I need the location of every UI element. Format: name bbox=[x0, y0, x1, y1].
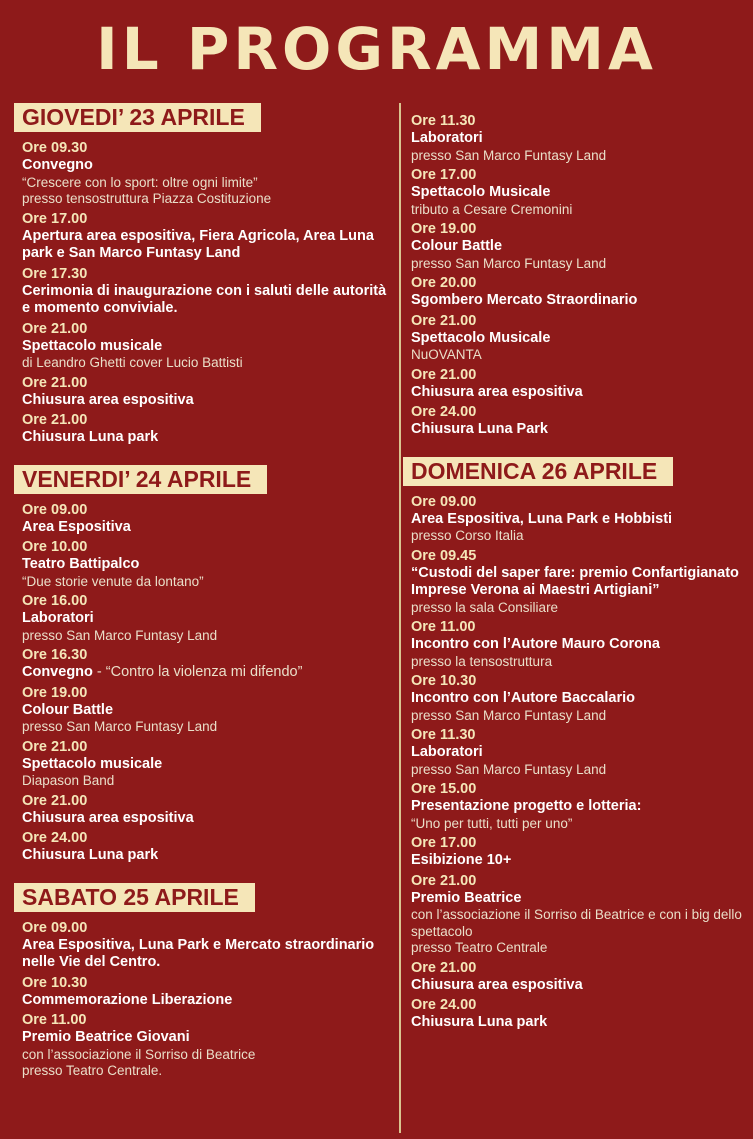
day-block-saturday-continued bbox=[403, 113, 748, 439]
event-item bbox=[22, 321, 392, 372]
event-item bbox=[22, 920, 392, 972]
event-title: Colour Battle bbox=[411, 238, 503, 254]
event-detail: con l’associazione il Sorriso di Beatrice e con i big dello spettacolo bbox=[411, 907, 742, 939]
event-item bbox=[22, 685, 392, 736]
event-time: Ore 09.45 bbox=[411, 547, 477, 564]
event-title: Premio Beatrice Giovani bbox=[22, 1029, 190, 1045]
event-title-line bbox=[22, 810, 392, 828]
event-title: Convegno bbox=[22, 664, 93, 680]
event-time: Ore 15.00 bbox=[411, 781, 477, 797]
event-title: Laboratori bbox=[411, 130, 483, 146]
event-title-line bbox=[22, 556, 392, 574]
event-detail: con l’associazione il Sorriso di Beatrice bbox=[22, 1046, 256, 1062]
event-detail: presso San Marco Funtasy Land bbox=[22, 627, 218, 643]
event-title: Spettacolo musicale bbox=[22, 755, 163, 772]
event-title-line bbox=[22, 519, 392, 537]
event-item bbox=[22, 140, 392, 208]
event-title: Chiusura area espositiva bbox=[411, 383, 583, 400]
event-time: Ore 21.00 bbox=[22, 412, 88, 428]
event-title: Chiusura Luna park bbox=[22, 847, 159, 863]
day-block-saturday bbox=[14, 883, 392, 1080]
page-title: IL PROGRAMMA bbox=[96, 15, 657, 83]
event-title: Area Espositiva, Luna Park e Mercato straordinario nelle Vie del Centro. bbox=[22, 936, 375, 970]
event-title-line bbox=[411, 384, 748, 402]
event-detail: tributo a Cesare Cremonini bbox=[411, 201, 573, 217]
event-time: Ore 09.30 bbox=[22, 140, 88, 156]
event-item bbox=[411, 313, 748, 364]
event-time: Ore 21.00 bbox=[22, 320, 88, 337]
event-title: Esibizione 10+ bbox=[411, 852, 512, 868]
event-title: Incontro con l’Autore Mauro Corona bbox=[411, 636, 660, 652]
event-item bbox=[411, 619, 748, 670]
event-title: Chiusura Luna Park bbox=[411, 421, 548, 437]
event-detail: presso San Marco Funtasy Land bbox=[22, 719, 218, 734]
event-time: Ore 10.00 bbox=[22, 539, 88, 555]
event-time: Ore 16.00 bbox=[22, 593, 88, 609]
event-item bbox=[22, 830, 392, 865]
event-title: Premio Beatrice bbox=[411, 889, 522, 906]
event-time: Ore 24.00 bbox=[411, 404, 477, 420]
event-title: Cerimonia di inaugurazione con i saluti delle autorità e momento conviviale. bbox=[22, 282, 387, 316]
event-title-line bbox=[411, 184, 748, 202]
right-column bbox=[403, 113, 748, 1050]
event-title: Teatro Battipalco bbox=[22, 556, 140, 572]
event-title: Laboratori bbox=[411, 744, 483, 760]
event-detail: presso San Marco Funtasy Land bbox=[411, 147, 607, 163]
event-list bbox=[14, 920, 392, 1080]
event-detail: “Due storie venute da lontano” bbox=[22, 573, 204, 589]
event-item bbox=[411, 494, 748, 545]
event-item bbox=[22, 375, 392, 410]
event-time: Ore 19.00 bbox=[22, 684, 88, 701]
event-time: Ore 11.30 bbox=[411, 113, 476, 129]
event-item bbox=[22, 1012, 392, 1080]
day-header: GIOVEDI’ 23 APRILE bbox=[14, 103, 261, 132]
event-item bbox=[411, 960, 748, 995]
event-item bbox=[22, 793, 392, 828]
event-title-line bbox=[411, 292, 748, 310]
event-title: Chiusura Luna park bbox=[411, 1014, 548, 1030]
event-item bbox=[411, 835, 748, 870]
day-block-thursday bbox=[14, 103, 392, 447]
event-item bbox=[411, 727, 748, 778]
event-title-line bbox=[411, 690, 748, 708]
event-time: Ore 11.30 bbox=[411, 727, 476, 743]
day-block-friday bbox=[14, 465, 392, 865]
event-title: “Custodi del saper fare: premio Confartigianato Imprese Verona ai Maestri Artigiani” bbox=[411, 564, 739, 598]
event-time: Ore 11.00 bbox=[411, 619, 476, 635]
event-title: Sgombero Mercato Straordinario bbox=[411, 292, 638, 308]
event-time: Ore 09.00 bbox=[22, 919, 88, 936]
event-title-line bbox=[411, 238, 748, 256]
event-item bbox=[22, 647, 392, 682]
event-title: Presentazione progetto e lotteria: bbox=[411, 798, 642, 814]
event-detail: “Uno per tutti, tutti per uno” bbox=[411, 815, 573, 831]
event-title-line bbox=[411, 1014, 748, 1032]
event-title-line bbox=[411, 890, 748, 908]
event-item bbox=[411, 673, 748, 724]
event-title-line bbox=[411, 744, 748, 762]
event-detail: NuOVANTA bbox=[411, 347, 482, 362]
event-title-line bbox=[22, 847, 392, 865]
event-time: Ore 10.30 bbox=[411, 673, 477, 689]
event-title-line bbox=[22, 283, 392, 318]
event-item bbox=[411, 873, 748, 957]
event-time: Ore 17.00 bbox=[22, 210, 88, 227]
event-detail: presso San Marco Funtasy Land bbox=[411, 761, 607, 777]
event-title: Chiusura area espositiva bbox=[22, 809, 194, 826]
event-title: Laboratori bbox=[22, 610, 94, 626]
day-header: VENERDI’ 24 APRILE bbox=[14, 465, 267, 494]
event-detail: presso la tensostruttura bbox=[411, 653, 553, 669]
event-detail: presso la sala Consiliare bbox=[411, 599, 559, 615]
event-title: Chiusura Luna park bbox=[22, 429, 159, 445]
event-detail: presso tensostruttura Piazza Costituzione bbox=[22, 191, 272, 206]
event-title-line bbox=[22, 228, 392, 263]
event-title-line bbox=[22, 664, 392, 682]
event-list bbox=[403, 494, 748, 1032]
event-detail: Diapason Band bbox=[22, 773, 115, 788]
event-item bbox=[411, 548, 748, 617]
event-item bbox=[22, 412, 392, 447]
event-title-line bbox=[22, 392, 392, 410]
event-title: Chiusura area espositiva bbox=[411, 976, 583, 993]
day-block-sunday bbox=[403, 457, 748, 1032]
event-title: Spettacolo Musicale bbox=[411, 329, 551, 346]
event-detail: di Leandro Ghetti cover Lucio Battisti bbox=[22, 355, 243, 370]
event-title-line bbox=[411, 565, 748, 600]
event-title: Spettacolo Musicale bbox=[411, 184, 551, 200]
event-title-line bbox=[22, 992, 392, 1010]
event-detail: presso San Marco Funtasy Land bbox=[411, 255, 607, 271]
event-title-line bbox=[22, 756, 392, 774]
event-title: Colour Battle bbox=[22, 701, 114, 718]
event-item bbox=[411, 367, 748, 402]
event-title-line bbox=[22, 702, 392, 720]
event-title: Incontro con l’Autore Baccalario bbox=[411, 690, 635, 706]
event-title-line bbox=[411, 421, 748, 439]
event-time: Ore 21.00 bbox=[411, 872, 477, 889]
event-title-line bbox=[411, 798, 748, 816]
event-item bbox=[411, 113, 748, 164]
event-time: Ore 09.00 bbox=[22, 501, 88, 518]
event-title: Area Espositiva, Luna Park e Hobbisti bbox=[411, 510, 673, 527]
event-time: Ore 11.00 bbox=[22, 1012, 87, 1028]
event-title-line bbox=[22, 157, 392, 175]
event-title-line bbox=[411, 330, 748, 348]
event-list bbox=[14, 140, 392, 447]
event-detail: presso Teatro Centrale. bbox=[22, 1063, 163, 1078]
event-title: Spettacolo musicale bbox=[22, 337, 163, 354]
event-detail: presso Corso Italia bbox=[411, 528, 524, 543]
event-time: Ore 21.00 bbox=[22, 374, 88, 391]
event-time: Ore 21.00 bbox=[411, 312, 477, 329]
event-time: Ore 17.00 bbox=[411, 835, 477, 851]
event-list bbox=[14, 502, 392, 865]
event-list bbox=[403, 113, 748, 439]
event-item bbox=[411, 404, 748, 439]
event-title-line bbox=[411, 977, 748, 995]
event-title: Commemorazione Liberazione bbox=[22, 991, 233, 1008]
event-time: Ore 21.00 bbox=[22, 738, 88, 755]
event-time: Ore 21.00 bbox=[22, 792, 88, 809]
event-item bbox=[22, 266, 392, 318]
event-title-line bbox=[411, 130, 748, 148]
event-item bbox=[22, 539, 392, 590]
event-title-line bbox=[22, 338, 392, 356]
event-time: Ore 10.30 bbox=[22, 974, 88, 991]
event-time: Ore 21.00 bbox=[411, 959, 477, 976]
event-title-line bbox=[411, 511, 748, 529]
event-item bbox=[22, 975, 392, 1010]
event-item bbox=[411, 781, 748, 832]
event-title-line bbox=[411, 852, 748, 870]
event-item bbox=[411, 167, 748, 218]
event-item bbox=[411, 221, 748, 272]
event-time: Ore 24.00 bbox=[22, 830, 88, 846]
event-time: Ore 21.00 bbox=[411, 366, 477, 383]
event-title-line bbox=[22, 1029, 392, 1047]
event-title-line bbox=[22, 937, 392, 972]
event-item bbox=[22, 502, 392, 537]
event-item bbox=[22, 211, 392, 263]
event-detail: presso Teatro Centrale bbox=[411, 940, 548, 955]
event-time: Ore 19.00 bbox=[411, 221, 477, 237]
event-detail: “Crescere con lo sport: oltre ogni limite” bbox=[22, 174, 258, 190]
left-column bbox=[14, 103, 392, 1098]
event-title-line bbox=[411, 636, 748, 654]
event-time: Ore 24.00 bbox=[411, 997, 477, 1013]
day-header: SABATO 25 APRILE bbox=[14, 883, 255, 912]
event-item bbox=[411, 275, 748, 310]
event-time: Ore 17.30 bbox=[22, 265, 88, 282]
event-item bbox=[22, 593, 392, 644]
event-title: Convegno bbox=[22, 157, 93, 173]
event-detail: presso San Marco Funtasy Land bbox=[411, 707, 607, 723]
event-time: Ore 16.30 bbox=[22, 647, 88, 663]
event-item bbox=[22, 739, 392, 790]
event-title: Area Espositiva bbox=[22, 518, 131, 535]
column-divider bbox=[399, 103, 401, 1133]
event-time: Ore 17.00 bbox=[411, 167, 477, 183]
event-time: Ore 09.00 bbox=[411, 493, 477, 510]
event-item bbox=[411, 997, 748, 1032]
event-title-line bbox=[22, 610, 392, 628]
event-title: Apertura area espositiva, Fiera Agricola, Area Luna park e San Marco Funtasy Land bbox=[22, 227, 374, 261]
event-time: Ore 20.00 bbox=[411, 275, 477, 291]
event-title-line bbox=[22, 429, 392, 447]
event-title-suffix: - “Contro la violenza mi difendo” bbox=[92, 664, 303, 680]
day-header: DOMENICA 26 APRILE bbox=[403, 457, 673, 486]
event-title: Chiusura area espositiva bbox=[22, 391, 194, 408]
